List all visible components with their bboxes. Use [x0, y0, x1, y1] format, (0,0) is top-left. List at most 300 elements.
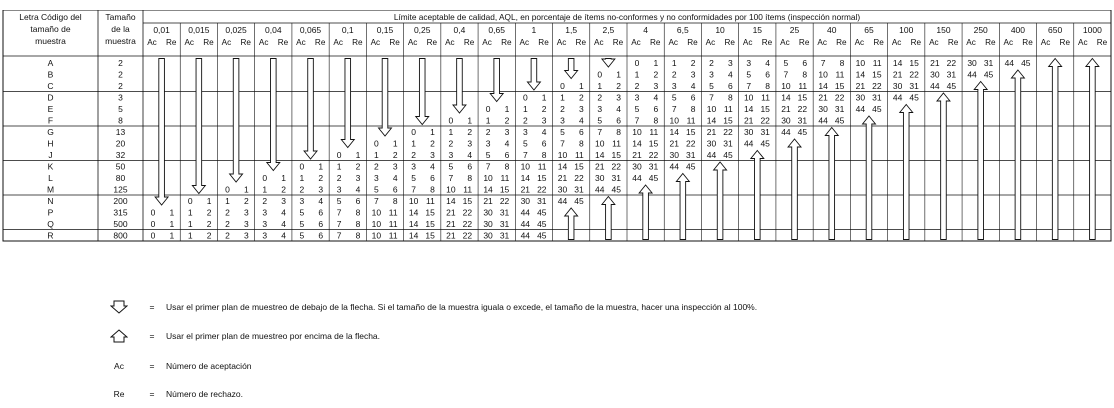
ac-value: 7	[336, 230, 342, 241]
ac-value: 21	[557, 173, 568, 183]
ac-value: 0	[374, 138, 379, 149]
re-header: Re	[724, 38, 735, 47]
ac-value: 2	[374, 161, 379, 172]
up-arrow-icon	[788, 139, 801, 240]
re-header: Re	[1059, 38, 1071, 47]
re-value: 31	[834, 104, 845, 114]
re-value: 4	[281, 230, 286, 241]
re-header: Re	[389, 38, 400, 47]
ac-value: 7	[597, 127, 603, 137]
re-value: 15	[685, 127, 696, 137]
re-value: 22	[946, 58, 957, 68]
ac-value: 21	[595, 161, 605, 172]
aql-value-header: 1000	[1082, 25, 1102, 35]
legend-equals: =	[149, 331, 155, 341]
row-sample-size: 50	[115, 161, 126, 172]
ac-value: 7	[560, 138, 565, 149]
re-value: 2	[392, 150, 398, 160]
re-value: 45	[537, 219, 547, 229]
ac-value: 2	[299, 184, 305, 195]
re-value: 6	[392, 184, 398, 195]
aql-value-header: 40	[827, 25, 837, 35]
ac-value: 0	[150, 230, 156, 241]
ac-value: 1	[299, 173, 305, 183]
up-arrow-icon	[900, 105, 913, 240]
ac-value: 21	[930, 58, 940, 68]
re-value: 1	[579, 81, 584, 91]
ac-value: 7	[448, 173, 454, 183]
ac-value: 14	[818, 81, 828, 91]
ac-value: 0	[336, 150, 342, 160]
ac-value: 1	[187, 207, 193, 218]
re-value: 2	[243, 196, 249, 206]
ac-value: 2	[448, 138, 454, 149]
re-value: 6	[504, 150, 510, 160]
row-code-letter: E	[47, 104, 54, 114]
re-value: 45	[760, 138, 770, 149]
re-header: Re	[947, 38, 959, 47]
re-value: 22	[574, 173, 584, 183]
ac-value: 30	[706, 138, 717, 149]
row-sample-size: 80	[115, 173, 126, 183]
re-header: Re	[649, 38, 661, 47]
ac-value: 30	[892, 81, 903, 91]
re-value: 6	[579, 127, 584, 137]
re-value: 22	[760, 115, 770, 126]
aql-title: Límite aceptable de calidad, AQL, en porcentaje de ítems no-conformes y no conformidades por 100 ítems (inspección normal)	[393, 12, 861, 22]
column-title-letter: tamaño de	[30, 24, 71, 34]
ac-value: 14	[632, 138, 642, 149]
aql-value-header: 1,5	[565, 25, 578, 35]
down-arrow-icon	[565, 59, 578, 79]
ac-value: 21	[446, 219, 456, 229]
ac-value: 5	[560, 127, 565, 137]
re-value: 8	[802, 69, 808, 80]
ac-value: 30	[483, 230, 493, 241]
up-arrow-icon	[639, 185, 652, 240]
re-value: 8	[579, 138, 584, 149]
legend-down-row	[100, 297, 757, 317]
up-arrow-icon	[1086, 59, 1099, 240]
row-code-letter: C	[47, 81, 54, 91]
ac-value: 44	[967, 69, 977, 80]
re-value: 3	[243, 219, 249, 229]
ac-value: 2	[411, 150, 416, 160]
re-value: 31	[499, 207, 510, 218]
ac-value: 10	[632, 127, 642, 137]
re-value: 1	[430, 127, 435, 137]
re-value: 2	[430, 138, 435, 149]
ac-value: 30	[483, 207, 493, 218]
ac-header: Ac	[482, 38, 492, 47]
re-value: 2	[318, 173, 324, 183]
ac-value: 7	[411, 184, 416, 195]
ac-header: Ac	[1003, 38, 1014, 47]
ac-value: 14	[557, 161, 568, 172]
re-value: 15	[760, 104, 770, 114]
up-arrow-icon	[1011, 70, 1024, 240]
re-value: 31	[499, 230, 510, 241]
re-value: 4	[765, 58, 770, 68]
re-header: Re	[873, 38, 884, 47]
row-code-letter: D	[47, 92, 54, 103]
re-value: 11	[612, 138, 621, 149]
down-arrow-icon	[230, 59, 243, 183]
ac-value: 1	[634, 69, 640, 80]
up-arrow-icon	[714, 162, 727, 240]
row-code-letter: P	[47, 207, 54, 218]
legend-equals: =	[149, 361, 155, 371]
ac-value: 2	[336, 173, 342, 183]
row-sample-size: 32	[115, 150, 126, 160]
ac-value: 30	[669, 150, 679, 160]
ac-value: 21	[669, 138, 679, 149]
ac-value: 14	[669, 127, 679, 137]
ac-value: 14	[892, 58, 903, 68]
row-sample-size: 125	[113, 184, 128, 195]
re-value: 22	[797, 104, 808, 114]
re-value: 4	[653, 92, 659, 103]
re-header: Re	[575, 38, 587, 47]
re-value: 4	[504, 138, 510, 149]
row-code-letter: J	[48, 150, 53, 160]
ac-value: 44	[743, 138, 754, 149]
legend-equals: =	[149, 302, 155, 312]
re-value: 6	[318, 207, 324, 218]
down-arrow-icon	[379, 59, 392, 137]
ac-value: 3	[485, 138, 491, 149]
ac-value: 7	[783, 69, 789, 80]
re-value: 1	[467, 115, 473, 126]
ac-header: Ac	[780, 38, 790, 47]
ac-value: 10	[371, 219, 382, 229]
ac-value: 21	[706, 127, 717, 137]
ac-value: 10	[595, 138, 605, 149]
column-title-size: muestra	[105, 36, 136, 46]
re-header: Re	[165, 38, 177, 47]
row-sample-size: 2	[118, 81, 123, 91]
re-value: 1	[355, 150, 361, 160]
re-value: 11	[686, 115, 696, 126]
ac-value: 14	[595, 150, 605, 160]
re-value: 1	[318, 161, 324, 172]
re-value: 2	[206, 207, 212, 218]
re-value: 22	[462, 207, 473, 218]
re-value: 6	[690, 92, 696, 103]
re-value: 1	[392, 138, 398, 149]
down-arrow-icon	[453, 59, 466, 114]
re-value: 2	[690, 58, 696, 68]
legend-down-text: Usar el primer plan de muestreo de debajo de la flecha. Si el tamaño de la muestra iguala o excede, el tamaño de la muestra, hacer una inspección al 100%.	[166, 302, 758, 312]
re-header: Re	[1096, 38, 1108, 47]
ac-value: 21	[446, 230, 456, 241]
re-value: 3	[243, 207, 249, 218]
ac-value: 44	[781, 127, 791, 137]
re-value: 3	[392, 161, 398, 172]
re-value: 2	[541, 104, 547, 114]
re-value: 31	[648, 161, 659, 172]
ac-value: 44	[557, 196, 568, 206]
re-value: 45	[834, 115, 845, 126]
ac-value: 14	[706, 115, 717, 126]
aql-value-header: 25	[789, 25, 800, 35]
re-header: Re	[203, 38, 214, 47]
up-arrow-icon	[937, 93, 950, 240]
re-header: Re	[463, 38, 475, 47]
ac-value: 14	[483, 184, 493, 195]
re-value: 8	[765, 81, 770, 91]
ac-header: Ac	[705, 38, 716, 47]
ac-value: 7	[374, 196, 379, 206]
ac-value: 3	[299, 196, 305, 206]
ac-value: 14	[520, 173, 531, 183]
ac-value: 1	[411, 138, 416, 149]
ac-value: 3	[560, 115, 565, 126]
re-value: 6	[318, 230, 324, 241]
ac-value: 2	[225, 230, 230, 241]
ac-value: 5	[299, 207, 305, 218]
re-value: 8	[541, 150, 547, 160]
up-arrow-icon	[602, 197, 615, 240]
re-header: Re	[240, 38, 251, 47]
re-value: 31	[611, 173, 621, 183]
ac-value: 5	[746, 69, 752, 80]
ac-value: 1	[671, 58, 677, 68]
row-sample-size: 3	[118, 92, 123, 103]
re-value: 3	[318, 184, 324, 195]
ac-value: 5	[671, 92, 677, 103]
aql-value-header: 0,4	[453, 25, 466, 35]
re-value: 3	[430, 150, 435, 160]
aql-value-header: 150	[936, 25, 951, 35]
re-value: 22	[723, 127, 733, 137]
ac-value: 14	[446, 196, 456, 206]
ac-value: 14	[743, 104, 754, 114]
re-value: 15	[909, 58, 919, 68]
aql-value-header: 0,025	[225, 25, 247, 35]
re-value: 31	[723, 138, 733, 149]
ac-value: 30	[520, 196, 531, 206]
re-value: 4	[616, 104, 621, 114]
ac-value: 14	[781, 92, 791, 103]
re-value: 4	[690, 81, 696, 91]
row-sample-size: 800	[113, 230, 128, 241]
ac-value: 44	[930, 81, 940, 91]
down-arrow-icon	[155, 59, 168, 206]
row-sample-size: 200	[113, 196, 128, 206]
ac-value: 14	[855, 69, 866, 80]
re-value: 2	[281, 184, 286, 195]
ac-header: Ac	[296, 38, 306, 47]
ac-header: Ac	[258, 38, 269, 47]
ac-value: 21	[892, 69, 903, 80]
ac-value: 1	[560, 92, 565, 103]
ac-value: 0	[597, 69, 603, 80]
row-code-letter: B	[47, 69, 54, 80]
ac-value: 10	[371, 207, 382, 218]
ac-header: Ac	[370, 38, 381, 47]
re-value: 3	[281, 196, 286, 206]
legend-re-symbol: Re	[113, 389, 125, 399]
ac-value: 5	[783, 58, 789, 68]
ac-value: 44	[520, 219, 531, 229]
re-value: 15	[872, 69, 882, 80]
re-value: 31	[537, 196, 547, 206]
re-value: 22	[499, 196, 510, 206]
column-title-letter: Letra Código del	[19, 12, 82, 22]
re-value: 6	[727, 81, 733, 91]
re-value: 31	[499, 219, 510, 229]
re-header: Re	[985, 38, 996, 47]
re-value: 6	[765, 69, 770, 80]
ac-value: 44	[632, 173, 642, 183]
ac-value: 44	[706, 150, 717, 160]
re-value: 6	[616, 115, 621, 126]
re-value: 4	[392, 173, 398, 183]
ac-value: 1	[187, 230, 193, 241]
re-header: Re	[538, 38, 549, 47]
ac-value: 30	[855, 92, 866, 103]
column-title-size: Tamaño	[105, 12, 136, 22]
re-value: 4	[430, 161, 435, 172]
re-value: 15	[797, 92, 808, 103]
ac-value: 14	[408, 207, 419, 218]
re-value: 15	[425, 230, 435, 241]
re-value: 8	[690, 104, 696, 114]
re-value: 15	[723, 115, 733, 126]
re-value: 2	[653, 69, 659, 80]
ac-value: 21	[781, 104, 791, 114]
ac-header: Ac	[1040, 38, 1051, 47]
ac-value: 0	[522, 92, 528, 103]
re-value: 6	[653, 104, 659, 114]
ac-value: 1	[485, 115, 491, 126]
re-value: 11	[426, 196, 435, 206]
re-value: 11	[500, 173, 510, 183]
ac-value: 3	[746, 58, 752, 68]
ac-value: 1	[597, 81, 603, 91]
ac-header: Ac	[407, 38, 418, 47]
ac-value: 44	[669, 161, 679, 172]
aql-value-header: 1	[531, 25, 537, 35]
re-value: 4	[727, 69, 733, 80]
aql-value-header: 250	[973, 25, 988, 35]
legend-up-text: Usar el primer plan de muestreo por encima de la flecha.	[166, 331, 381, 341]
ac-value: 5	[336, 196, 342, 206]
ac-value: 3	[374, 173, 379, 183]
ac-value: 10	[743, 92, 754, 103]
re-value: 11	[649, 127, 659, 137]
re-value: 31	[685, 150, 696, 160]
down-arrow-icon	[267, 59, 280, 171]
re-value: 6	[355, 196, 361, 206]
column-title-letter: muestra	[35, 36, 66, 46]
up-arrow-icon	[1049, 59, 1062, 240]
re-value: 4	[281, 219, 286, 229]
re-value: 3	[690, 69, 696, 80]
re-value: 15	[834, 81, 845, 91]
re-value: 4	[467, 150, 473, 160]
ac-value: 10	[781, 81, 791, 91]
aql-value-header: 0,015	[188, 25, 210, 35]
ac-value: 5	[448, 161, 454, 172]
ac-value: 7	[522, 150, 528, 160]
re-value: 4	[355, 184, 361, 195]
re-header: Re	[612, 38, 624, 47]
ac-value: 30	[781, 115, 791, 126]
re-value: 8	[504, 161, 510, 172]
re-value: 4	[579, 115, 584, 126]
aql-value-header: 2,5	[602, 25, 615, 35]
down-arrow-icon	[527, 59, 540, 91]
row-sample-size: 20	[115, 138, 126, 149]
re-value: 1	[206, 196, 212, 206]
re-value: 8	[355, 207, 361, 218]
re-value: 45	[983, 69, 994, 80]
ac-value: 2	[225, 219, 230, 229]
ac-header: Ac	[147, 38, 157, 47]
ac-value: 2	[634, 81, 640, 91]
re-value: 6	[318, 219, 324, 229]
re-value: 3	[579, 104, 584, 114]
ac-value: 1	[262, 184, 268, 195]
row-code-letter: R	[47, 230, 54, 241]
re-value: 1	[243, 184, 249, 195]
ac-value: 3	[448, 150, 454, 160]
re-value: 31	[872, 92, 882, 103]
ac-value: 21	[818, 92, 828, 103]
ac-value: 0	[448, 115, 454, 126]
ac-value: 10	[408, 196, 419, 206]
aql-value-header: 0,15	[376, 25, 394, 35]
re-value: 6	[467, 161, 473, 172]
ac-value: 14	[408, 230, 419, 241]
re-value: 3	[243, 230, 249, 241]
re-value: 45	[537, 230, 547, 241]
re-value: 2	[467, 127, 473, 137]
legend-re-text: Número de rechazo.	[166, 389, 244, 399]
ac-value: 1	[522, 104, 528, 114]
aql-value-header: 0,65	[488, 25, 505, 35]
down-arrow-icon	[100, 300, 138, 314]
re-value: 8	[467, 173, 473, 183]
ac-value: 0	[187, 196, 193, 206]
row-code-letter: F	[47, 115, 54, 126]
re-value: 8	[727, 92, 733, 103]
aql-value-header: 10	[715, 25, 725, 35]
re-value: 6	[541, 138, 547, 149]
ac-value: 7	[485, 161, 491, 172]
ac-value: 0	[225, 184, 230, 195]
re-value: 11	[463, 184, 473, 195]
ac-value: 1	[336, 161, 342, 172]
ac-value: 7	[820, 58, 826, 68]
re-value: 15	[648, 138, 659, 149]
re-value: 22	[909, 69, 919, 80]
re-value: 2	[616, 81, 621, 91]
ac-value: 3	[262, 219, 268, 229]
re-value: 1	[169, 219, 175, 229]
re-value: 15	[499, 184, 510, 195]
ac-value: 3	[262, 230, 268, 241]
re-value: 8	[616, 127, 621, 137]
re-value: 45	[648, 173, 659, 183]
ac-value: 3	[709, 69, 714, 80]
aql-value-header: 0,04	[265, 25, 282, 35]
re-value: 22	[648, 150, 659, 160]
re-value: 15	[425, 219, 435, 229]
ac-value: 7	[671, 104, 677, 114]
